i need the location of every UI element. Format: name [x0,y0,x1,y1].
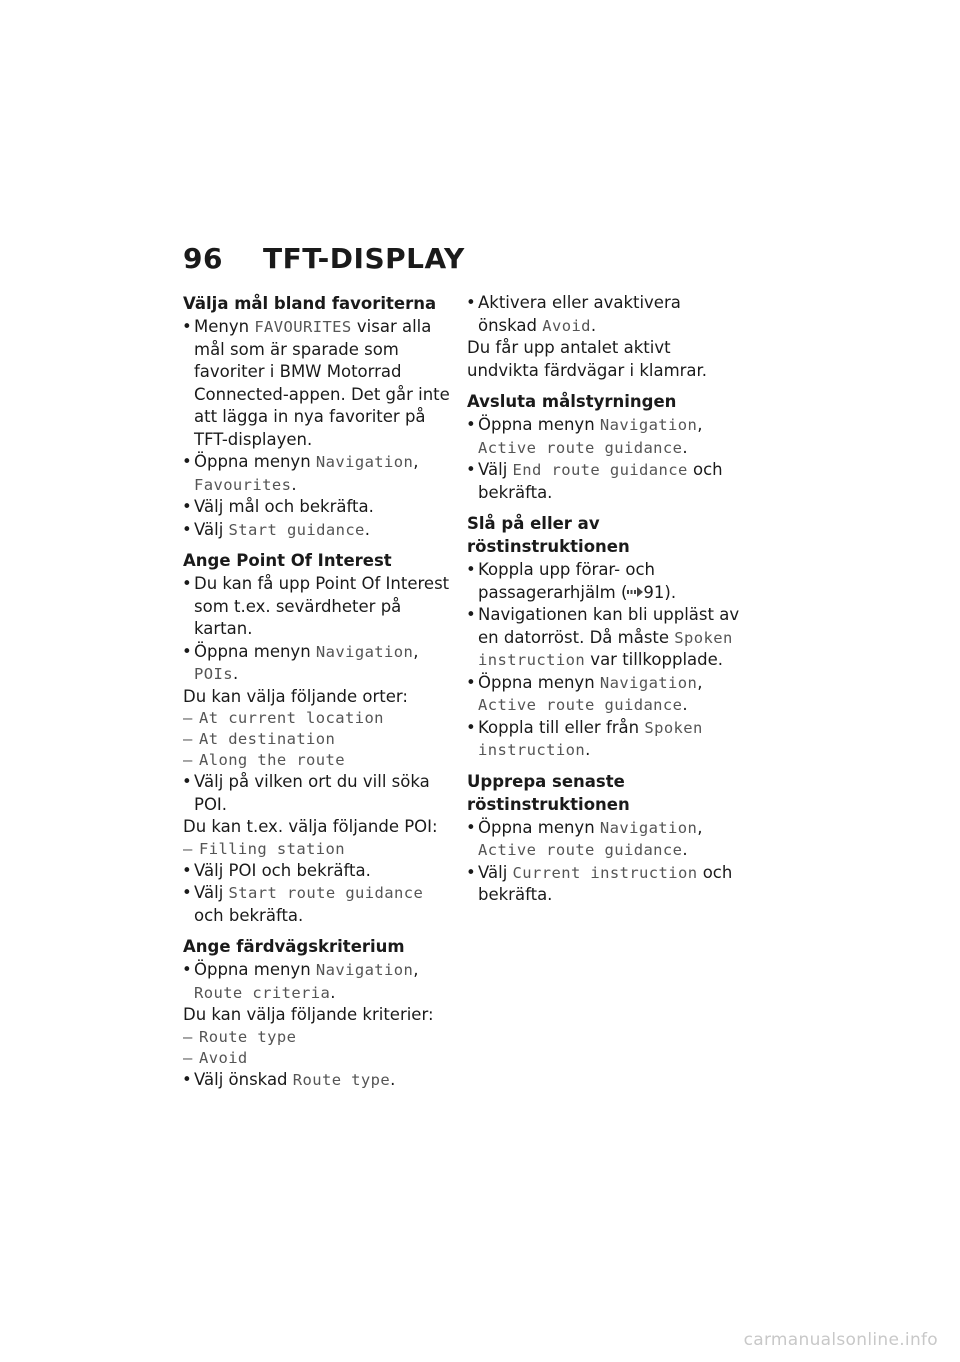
page-number: 96 [183,242,223,275]
menu-code: Start guidance [228,520,365,539]
paragraph-avoid-count: Du får upp antalet aktivt undvikta färdvägar i klamrar. [467,338,708,380]
menu-code: Favourites [194,475,292,494]
paragraph-pois: Du kan t.ex. välja följande POI: [183,817,438,836]
bullet-open-menu-favourites [183,451,453,496]
bullet-open-menu-active [467,817,742,862]
text: Menyn [194,317,250,336]
page-title: TFT-DISPLAY [262,242,465,275]
text: . [291,474,297,494]
bullet-start-guidance [183,519,453,542]
text: Välj [478,862,508,882]
text: och bekräfta. [478,460,723,502]
page-reference: 91 [643,582,665,602]
right-column [467,292,742,907]
menu-code: End route guidance [512,461,688,479]
text: Välj önskad [194,1069,288,1089]
heading-poi: Ange Point Of Interest [183,551,392,570]
menu-code: Spoken instruction [478,628,733,669]
text: Välj [478,460,508,479]
bullet-open-menu-active [467,414,742,459]
text: . [590,315,597,335]
menu-code: Active route guidance [478,841,683,859]
menu-code: Avoid [542,316,591,335]
dash-item-poi: – Filling station [183,839,453,860]
text: , [413,641,419,661]
menu-code: Active route guidance [478,438,683,457]
bullet-open-menu-active [467,672,742,717]
bullet-current-instruction [467,862,742,907]
text: . [682,437,688,457]
text: och bekräfta. [194,905,304,925]
menu-code: Route type [292,1070,391,1089]
text: Öppna menyn [478,672,595,692]
text: . [330,982,336,1002]
text: var tillkopplade. [585,650,724,669]
text: . [682,840,688,859]
text: Koppla till eller från [478,717,640,737]
heading-repeat-instruction: Upprepa senaste röstinstruktionen [467,771,630,814]
menu-code: FAVOURITES [254,318,352,336]
bullet-connect-helmet [467,559,742,604]
bullet-toggle-avoid [467,292,742,337]
menu-code: Navigation [599,673,698,692]
text: Öppna menyn [194,452,311,471]
bullet-select-route-type [183,1069,453,1092]
bullet-open-menu-pois [183,641,453,686]
page-reference-arrow-icon [627,587,643,597]
text: och bekräfta. [478,862,733,904]
heading-end-guidance: Avsluta målstyrningen [467,392,677,411]
text: Öppna menyn [194,641,311,661]
text: Öppna menyn [478,817,595,837]
bullet-select-location: • Välj på vilken ort du vill söka POI. [183,771,453,816]
menu-code: Navigation [315,642,414,661]
dash-item-criterion: – Avoid [183,1048,453,1069]
bullet-toggle-spoken [467,717,742,762]
page-header [183,242,465,275]
text: , [697,672,703,692]
text: Välj [194,883,224,902]
text: Navigationen kan bli uppläst av en datorröst. Då måste [478,605,740,647]
menu-code: Navigation [315,453,414,471]
left-column [183,292,453,1091]
text: Aktivera eller avaktivera önskad [478,293,681,335]
text: . [364,519,371,539]
text: Välj [194,519,224,539]
bullet-open-menu-criteria [183,959,453,1004]
paragraph-locations: Du kan välja följande orter: [183,686,408,706]
text: , [697,817,703,837]
heading-route-criteria: Ange färdvägskriterium [183,937,405,956]
menu-code: Navigation [599,416,698,434]
bullet-start-route-guidance [183,882,453,927]
text: . [232,664,239,683]
bullet-select-poi: • Välj POI och bekräfta. [183,860,453,883]
text: , [413,452,419,471]
text: . [585,740,591,759]
menu-code: Current instruction [512,863,698,882]
dash-item-location: – Along the route [183,750,453,771]
bullet-favourites-menu [183,316,453,451]
text: Koppla upp förar- och passagerarhjälm ( [478,560,655,602]
dash-item-criterion: – Route type [183,1027,453,1048]
heading-voice-instruction: Slå på eller av röstinstruktionen [467,514,630,556]
dash-item-location: – At destination [183,729,453,750]
menu-code: Route criteria [194,983,331,1002]
paragraph-criteria: Du kan välja följande kriterier: [183,1005,434,1024]
watermark: carmanualsonline.info [743,1330,938,1350]
text: ). [664,582,677,602]
bullet-poi-info: • Du kan få upp Point Of Interest som t.ex. sevärdheter på kartan. [183,573,453,641]
text: , [413,960,419,979]
menu-code: Navigation [315,961,414,979]
text: , [697,415,703,434]
menu-code: POIs [194,665,233,683]
text: Öppna menyn [194,960,311,979]
text: . [682,695,688,714]
text: Öppna menyn [478,415,595,434]
menu-code: Start route guidance [228,884,424,902]
heading-favourites: Välja mål bland favoriterna [183,294,437,313]
text: visar alla mål som är sparade som favoriter i BMW Motorrad Connected-appen. Det går inte att lägga in nya favoriter på TFT-displayen. [194,317,450,449]
bullet-end-route-guidance [467,459,742,504]
bullet-computer-voice [467,604,742,672]
menu-code: Navigation [599,818,698,837]
menu-code: Active route guidance [478,696,683,714]
bullet-select-destination: • Välj mål och bekräfta. [183,496,453,519]
dash-item-location: – At current location [183,708,453,729]
text: . [390,1069,396,1089]
menu-code: Spoken instruction [478,718,703,759]
